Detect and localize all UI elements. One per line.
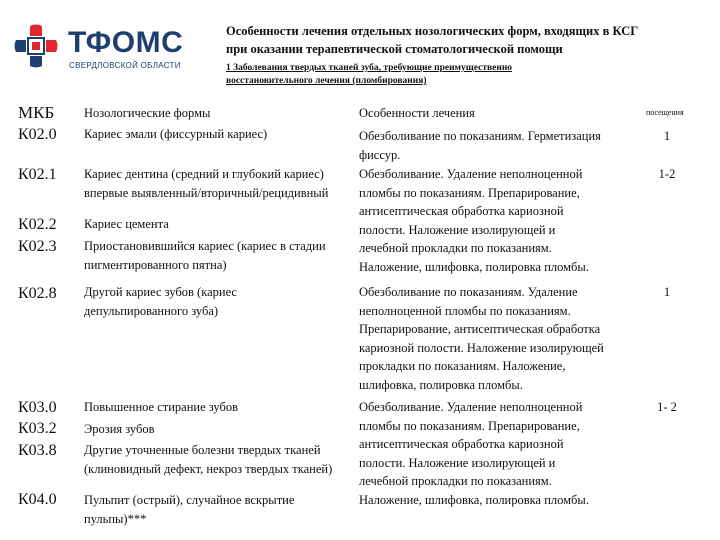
icd-code: К04.0 bbox=[18, 491, 57, 508]
form-line: Кариес дентина (средний и глубокий кариес) bbox=[84, 167, 324, 181]
treatment-line: неполноценной пломбы по показаниям. bbox=[359, 303, 571, 318]
form-cell bbox=[84, 215, 169, 234]
treatment-line: лечебной прокладки по показаниям. bbox=[359, 474, 552, 488]
logo-region: СВЕРДЛОВСКОЙ ОБЛАСТИ bbox=[69, 61, 181, 70]
treatment-line: полости. Наложение изолирующей и bbox=[359, 222, 556, 237]
form-cell bbox=[84, 165, 328, 202]
form-line: депульпированного зуба) bbox=[84, 303, 219, 318]
tfoms-logo bbox=[12, 22, 192, 72]
treatment-line: прокладки по показаниям. Наложение, bbox=[359, 359, 566, 373]
form-cell bbox=[84, 491, 294, 528]
treatment-line: пломбы по показаниям. Препарирование, bbox=[359, 185, 580, 200]
treatment-line: полости. Наложение изолирующей и bbox=[359, 455, 556, 470]
header-treatment: Особенности лечения bbox=[359, 106, 475, 120]
form-line: пульпы)*** bbox=[84, 511, 147, 526]
page-title bbox=[226, 22, 706, 58]
form-cell bbox=[84, 441, 332, 478]
icd-code: К02.3 bbox=[18, 238, 57, 255]
icd-code: К03.2 bbox=[18, 420, 57, 437]
header-icd: МКБ bbox=[18, 103, 55, 122]
treatment-line: фиссур. bbox=[359, 147, 401, 162]
icd-code: К02.0 bbox=[18, 126, 57, 143]
treatment-line: пломбы по показаниям. Препарирование, bbox=[359, 418, 580, 433]
icd-code: К02.2 bbox=[18, 216, 57, 233]
header-visits: посещения bbox=[646, 108, 684, 117]
form-cell bbox=[84, 420, 155, 439]
treatment-line: Обезболивание по показаниям. Герметизация bbox=[359, 129, 601, 143]
subtitle-line: восстановительного лечения (пломбирования) bbox=[226, 76, 427, 86]
treatment-cell bbox=[359, 283, 604, 394]
treatment-line: антисептическая обработка кариозной bbox=[359, 204, 564, 218]
header-forms: Нозологические формы bbox=[84, 106, 211, 120]
treatment-line: Обезболивание. Удаление неполноценной bbox=[359, 400, 583, 414]
form-line: пигментированного пятна) bbox=[84, 257, 227, 272]
treatment-line: шлифовка, полировка пломбы. bbox=[359, 377, 523, 392]
treatment-cell bbox=[359, 165, 589, 276]
form-cell bbox=[84, 125, 267, 144]
visits-value: 1-2 bbox=[658, 167, 676, 181]
tfoms-cross-logo-icon bbox=[12, 22, 60, 70]
form-line: Пульпит (острый), случайное вскрытие bbox=[84, 493, 295, 507]
visits-value: 1 bbox=[663, 285, 671, 299]
logo-brand: ТФОМС bbox=[68, 26, 184, 59]
treatment-cell bbox=[359, 398, 589, 509]
treatment-line: Наложение, шлифовка, полировка пломбы. bbox=[359, 492, 589, 507]
title-line: при оказании терапевтической стоматологической помощи bbox=[226, 42, 563, 56]
icd-code: К02.1 bbox=[18, 166, 57, 183]
form-cell bbox=[84, 398, 238, 417]
form-line: впервые выявленный/вторичный/рецидивный bbox=[84, 185, 329, 200]
form-line: Другой кариес зубов (кариес bbox=[84, 285, 237, 299]
treatment-line: Наложение, шлифовка, полировка пломбы. bbox=[359, 259, 589, 274]
treatment-line: Препарирование, антисептическая обработка bbox=[359, 322, 601, 336]
icd-code: К03.8 bbox=[18, 442, 57, 459]
form-cell bbox=[84, 237, 326, 274]
form-line: (клиновидный дефект, некроз твердых тканей) bbox=[84, 461, 333, 476]
icd-code: К03.0 bbox=[18, 399, 57, 416]
treatment-line: лечебной прокладки по показаниям. bbox=[359, 241, 552, 255]
subtitle-line: 1 Заболевания твердых тканей зуба, требующие преимущественно bbox=[226, 63, 513, 73]
title-line: Особенности лечения отдельных нозологических форм, входящих в КСГ bbox=[226, 24, 639, 38]
form-line: Кариес эмали (фиссурный кариес) bbox=[84, 127, 268, 141]
treatment-line: Обезболивание по показаниям. Удаление bbox=[359, 285, 578, 299]
treatment-line: Обезболивание. Удаление неполноценной bbox=[359, 167, 583, 181]
section-subtitle bbox=[226, 62, 626, 88]
form-line: Повышенное стирание зубов bbox=[84, 400, 239, 414]
treatment-line: кариозной полости. Наложение изолирующей bbox=[359, 340, 604, 355]
treatment-cell bbox=[359, 127, 601, 164]
visits-value: 1 bbox=[663, 129, 671, 143]
form-line: Кариес цемента bbox=[84, 217, 169, 231]
icd-code: К02.8 bbox=[18, 285, 57, 302]
form-line: Другие уточненные болезни твердых тканей bbox=[84, 443, 321, 457]
form-line: Приостановившийся кариес (кариес в стадии bbox=[84, 239, 326, 253]
form-cell bbox=[84, 283, 237, 320]
form-line: Эрозия зубов bbox=[84, 422, 155, 436]
treatment-line: антисептическая обработка кариозной bbox=[359, 437, 564, 451]
visits-value: 1- 2 bbox=[657, 400, 677, 414]
